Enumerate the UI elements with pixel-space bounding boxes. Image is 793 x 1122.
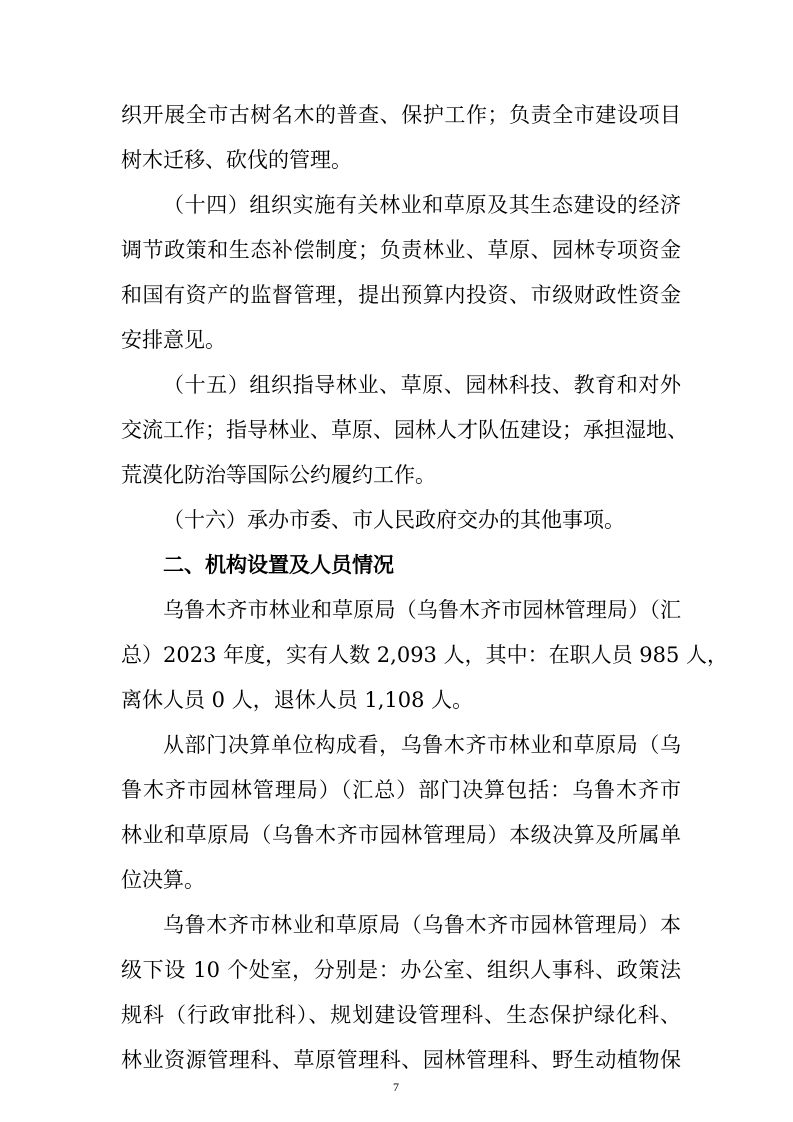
text-line: 荒漠化防治等国际公约履约工作。 — [121, 463, 436, 487]
text-line: 和国有资产的监督管理，提出预算内投资、市级财政性资金 — [121, 283, 681, 307]
text-line: 离休人员 0 人，退休人员 1,108 人。 — [121, 688, 474, 712]
text-line: 级下设 10 个处室，分别是：办公室、组织人事科、政策法 — [121, 958, 681, 982]
text-line: 规科（行政审批科）、规划建设管理科、生态保护绿化科、 — [121, 1003, 681, 1027]
paragraph-start: （十四）组织实施有关林业和草原及其生态建设的经济 — [163, 193, 681, 217]
text-line: 调节政策和生态补偿制度；负责林业、草原、园林专项资金 — [121, 238, 681, 262]
paragraph-start: （十六）承办市委、市人民政府交办的其他事项。 — [163, 508, 625, 532]
text-line: 鲁木齐市园林管理局）（汇总）部门决算包括：乌鲁木齐市 — [121, 778, 681, 802]
paragraph-start: 从部门决算单位构成看，乌鲁木齐市林业和草原局（乌 — [163, 733, 681, 757]
text-line: 林业和草原局（乌鲁木齐市园林管理局）本级决算及所属单 — [121, 823, 681, 847]
paragraph-start: 乌鲁木齐市林业和草原局（乌鲁木齐市园林管理局）（汇 — [163, 598, 681, 622]
text-line: 位决算。 — [121, 868, 205, 892]
page-number: 7 — [393, 1080, 399, 1094]
paragraph-start: （十五）组织指导林业、草原、园林科技、教育和对外 — [163, 373, 681, 397]
paragraph-start: 乌鲁木齐市林业和草原局（乌鲁木齐市园林管理局）本 — [163, 913, 681, 937]
text-line: 树木迁移、砍伐的管理。 — [121, 148, 352, 172]
text-line: 安排意见。 — [121, 328, 226, 352]
section-heading: 二、机构设置及人员情况 — [163, 553, 394, 577]
text-line: 织开展全市古树名木的普查、保护工作；负责全市建设项目 — [121, 103, 681, 127]
text-line: 总）2023 年度，实有人数 2,093 人，其中：在职人员 985 人， — [121, 643, 729, 667]
text-line: 交流工作；指导林业、草原、园林人才队伍建设；承担湿地、 — [121, 418, 688, 442]
text-line: 林业资源管理科、草原管理科、园林管理科、野生动植物保 — [121, 1048, 681, 1072]
